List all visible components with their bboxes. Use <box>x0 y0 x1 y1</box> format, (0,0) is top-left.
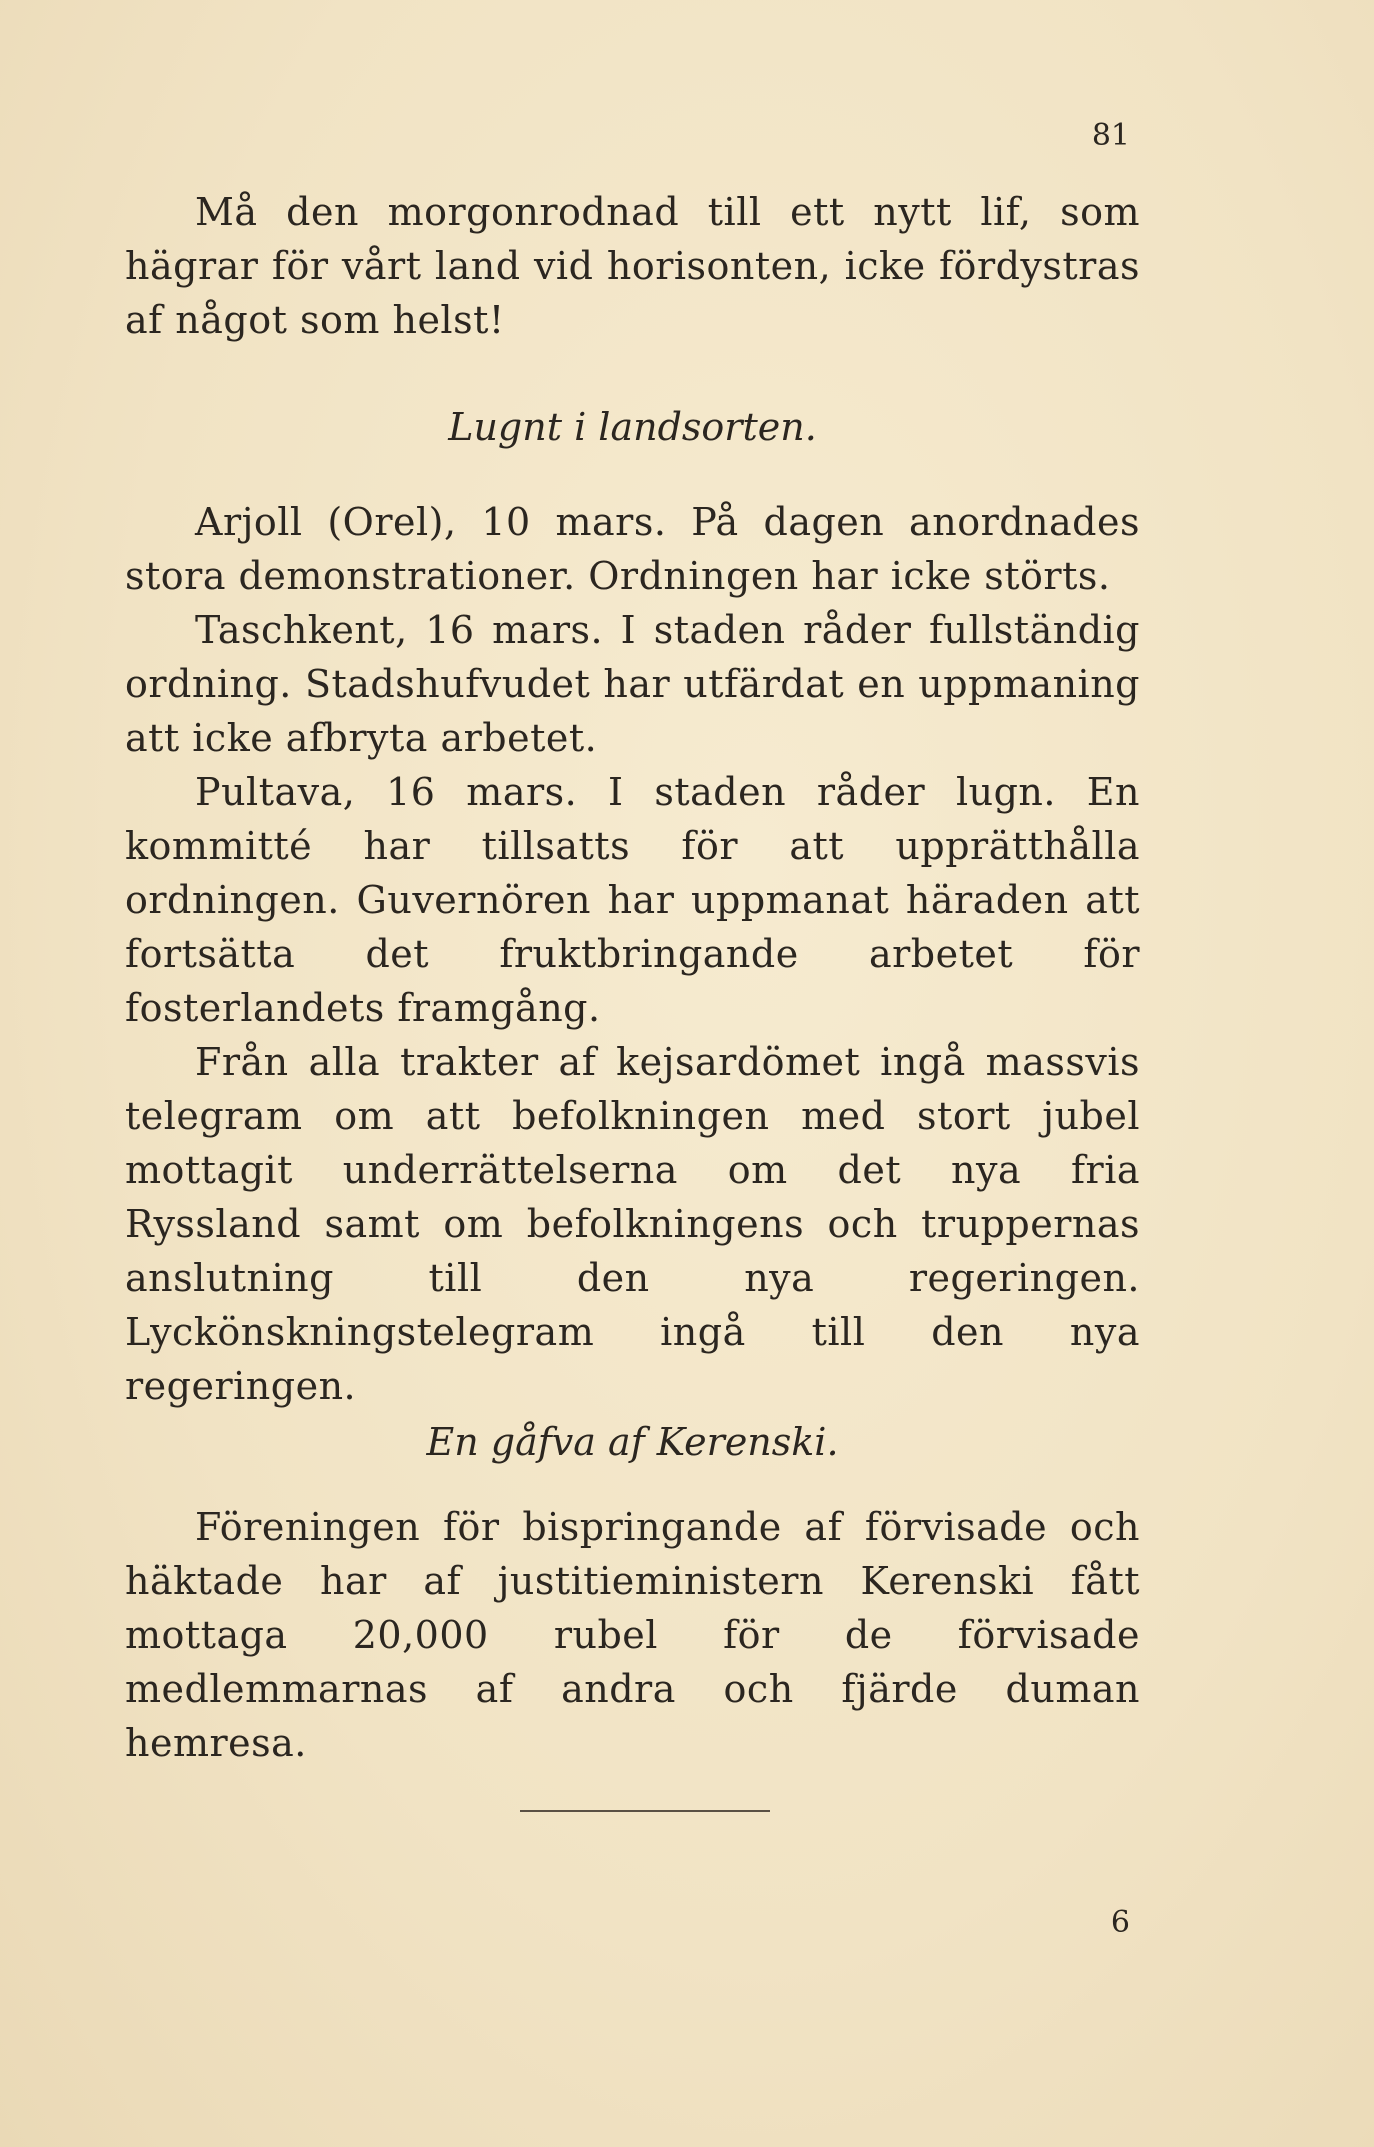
section1-body <box>125 495 1140 1413</box>
intro-block <box>125 185 1140 347</box>
page-number: 81 <box>1091 118 1130 153</box>
paragraph-pultava: Pultava, 16 mars. I staden råder lugn. En kommitté har tillsatts för att upprätthålla ordningen. Guvernören har uppmanat häraden att fortsätta det fruktbringande arbetet för fosterlandets framgång. <box>125 770 1140 1030</box>
end-rule <box>520 1810 770 1812</box>
section2-body <box>125 1500 1140 1770</box>
paragraph-foreningen: Föreningen för bispringande af förvisade och häktade har af justitieministern Kerenski fått mottaga 20,000 rubel för de förvisade medlemmarnas af andra och fjärde duman hemresa. <box>125 1505 1140 1765</box>
section-heading-lugnt: Lugnt i landsorten. <box>448 405 817 449</box>
paragraph-fran-alla-trakter: Från alla trakter af kejsardömet ingå massvis telegram om att befolkningen med stort jubel mottagit underrättelserna om det nya fria Ryssland samt om befolkningens och truppernas anslutning till den nya regeringen. Lyckönskningstelegram ingå till den nya regeringen. <box>125 1040 1140 1408</box>
signature-number: 6 <box>1110 1905 1130 1940</box>
paragraph-arjoll: Arjoll (Orel), 10 mars. På dagen anordnades stora demonstrationer. Ordningen har icke störts. <box>125 500 1140 598</box>
paragraph-taschkent: Taschkent, 16 mars. I staden råder fullständig ordning. Stadshufvudet har utfärdat en uppmaning att icke afbryta arbetet. <box>125 608 1140 760</box>
intro-paragraph: Må den morgonrodnad till ett nytt lif, som hägrar för vårt land vid horisonten, icke fördystras af något som helst! <box>125 190 1140 342</box>
section-heading-gafva: En gåfva af Kerenski. <box>426 1420 839 1464</box>
